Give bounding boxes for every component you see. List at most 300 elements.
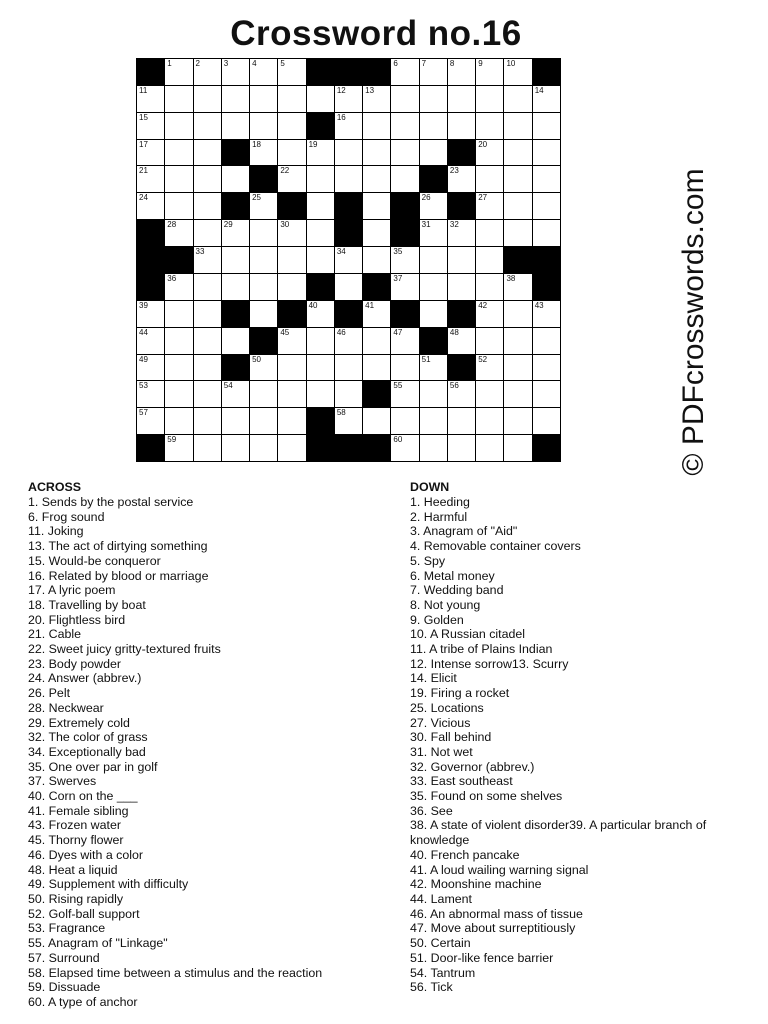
grid-cell[interactable] (278, 220, 305, 246)
grid-cell[interactable] (194, 381, 221, 407)
clue-number: 4 (252, 59, 257, 68)
grid-cell[interactable] (194, 220, 221, 246)
down-clue: 6. Metal money (410, 568, 495, 583)
grid-cell[interactable] (307, 140, 334, 166)
grid-cell[interactable] (504, 59, 531, 85)
grid-cell[interactable] (504, 328, 531, 354)
grid-cell[interactable] (165, 355, 192, 381)
grid-cell[interactable] (137, 328, 164, 354)
grid-cell[interactable] (476, 408, 503, 434)
grid-cell[interactable] (250, 355, 277, 381)
across-clue: 1. Sends by the postal service (28, 495, 194, 509)
grid-cell[interactable] (448, 328, 475, 354)
grid-cell[interactable] (420, 113, 447, 139)
grid-cell[interactable] (222, 328, 249, 354)
grid-cell[interactable] (476, 381, 503, 407)
grid-cell[interactable] (363, 220, 390, 246)
grid-cell[interactable] (137, 381, 164, 407)
down-clue: 30. Fall behind (410, 730, 492, 745)
grid-cell[interactable] (165, 381, 192, 407)
grid-cell[interactable] (448, 274, 475, 300)
clue-number: 43 (534, 300, 544, 310)
grid-cell[interactable] (165, 86, 192, 112)
across-clue: 28. Neckwear (28, 700, 104, 715)
grid-block (335, 301, 362, 327)
down-clue: 41. A loud wailing warning signal (410, 862, 589, 877)
down-clue: 19. Firing a rocket (410, 686, 510, 701)
grid-cell[interactable] (137, 140, 164, 166)
down-clue: 46. An abnormal mass of tissue (410, 906, 583, 921)
grid-cell[interactable] (504, 381, 531, 407)
clue-number: 34 (336, 247, 346, 257)
grid-block (363, 381, 390, 407)
clue-number: 23 (449, 166, 459, 176)
down-heading: DOWN (410, 480, 450, 494)
clue-number: 24 (139, 193, 148, 203)
grid-block (137, 435, 164, 461)
across-clue: 58. Elapsed time between a stimulus and the reaction (28, 965, 323, 980)
clue-number: 30 (280, 220, 290, 230)
clue-number: 29 (223, 220, 233, 230)
grid-block (307, 113, 334, 139)
grid-cell[interactable] (476, 140, 503, 166)
grid-cell[interactable] (391, 247, 418, 273)
grid-cell[interactable] (194, 301, 221, 327)
down-clue: 54. Tantrum (410, 965, 476, 980)
grid-cell[interactable] (194, 86, 221, 112)
grid-cell[interactable] (137, 355, 164, 381)
grid-cell[interactable] (250, 59, 277, 85)
grid-block (335, 193, 362, 219)
grid-cell[interactable] (335, 247, 362, 273)
grid-cell[interactable] (363, 355, 390, 381)
grid-cell[interactable] (420, 355, 447, 381)
grid-cell[interactable] (165, 113, 192, 139)
grid-block (165, 247, 192, 273)
grid-cell[interactable] (504, 301, 531, 327)
down-clue: 36. See (410, 803, 453, 818)
down-clue: 47. Move about surreptitiously (410, 921, 576, 936)
grid-cell[interactable] (363, 140, 390, 166)
grid-block (137, 220, 164, 246)
grid-block (391, 193, 418, 219)
grid-cell[interactable] (137, 301, 164, 327)
clue-number: 31 (421, 220, 431, 230)
grid-cell[interactable] (250, 193, 277, 219)
grid-cell[interactable] (533, 328, 560, 354)
grid-cell[interactable] (476, 301, 503, 327)
down-clue: 7. Wedding band (410, 583, 504, 598)
grid-cell[interactable] (420, 381, 447, 407)
grid-cell[interactable] (476, 59, 503, 85)
down-clue: 1. Heeding (410, 495, 470, 509)
grid-cell[interactable] (307, 86, 334, 112)
grid-block (335, 435, 362, 461)
grid-cell[interactable] (222, 274, 249, 300)
grid-cell[interactable] (194, 140, 221, 166)
grid-block (250, 166, 277, 192)
grid-cell[interactable] (222, 435, 249, 461)
grid-cell[interactable] (222, 381, 249, 407)
grid-cell[interactable] (504, 166, 531, 192)
grid-cell[interactable] (533, 140, 560, 166)
across-clue: 20. Flightless bird (28, 612, 126, 627)
grid-cell[interactable] (335, 113, 362, 139)
grid-cell[interactable] (420, 220, 447, 246)
grid-cell[interactable] (391, 274, 418, 300)
grid-cell[interactable] (165, 301, 192, 327)
grid-cell[interactable] (278, 113, 305, 139)
grid-cell[interactable] (448, 408, 475, 434)
grid-cell[interactable] (448, 220, 475, 246)
grid-block (391, 301, 418, 327)
grid-cell[interactable] (391, 355, 418, 381)
clue-number: 59 (167, 435, 177, 445)
grid-cell[interactable] (278, 247, 305, 273)
grid-cell[interactable] (307, 355, 334, 381)
grid-cell[interactable] (307, 328, 334, 354)
grid-cell[interactable] (250, 140, 277, 166)
grid-cell[interactable] (307, 381, 334, 407)
down-clue: 11. A tribe of Plains Indian (410, 642, 553, 657)
grid-cell[interactable] (476, 247, 503, 273)
grid-block (335, 59, 362, 85)
grid-block (250, 328, 277, 354)
across-clue: 34. Exceptionally bad (28, 744, 146, 759)
grid-cell[interactable] (448, 113, 475, 139)
clue-number: 16 (336, 112, 346, 122)
grid-cell[interactable] (250, 220, 277, 246)
grid-cell[interactable] (165, 220, 192, 246)
grid-cell[interactable] (222, 59, 249, 85)
grid-cell[interactable] (307, 301, 334, 327)
grid-cell[interactable] (363, 166, 390, 192)
down-clue: 50. Certain (410, 936, 471, 951)
down-clue: 12. Intense sorrow13. Scurry (410, 656, 569, 671)
grid-cell[interactable] (137, 193, 164, 219)
grid-cell[interactable] (194, 193, 221, 219)
grid-cell[interactable] (165, 274, 192, 300)
grid-cell[interactable] (250, 86, 277, 112)
across-clue: 43. Frozen water (28, 818, 121, 833)
grid-cell[interactable] (335, 408, 362, 434)
grid-block (420, 166, 447, 192)
grid-cell[interactable] (533, 381, 560, 407)
grid-cell[interactable] (194, 166, 221, 192)
grid-cell[interactable] (533, 408, 560, 434)
clue-number: 12 (336, 85, 346, 95)
grid-cell[interactable] (391, 166, 418, 192)
grid-cell[interactable] (165, 193, 192, 219)
clue-number: 8 (449, 59, 455, 68)
grid-cell[interactable] (420, 59, 447, 85)
grid-block (363, 274, 390, 300)
grid-cell[interactable] (448, 247, 475, 273)
down-clue: 44. Lament (410, 891, 472, 906)
grid-cell[interactable] (194, 59, 221, 85)
grid-cell[interactable] (165, 328, 192, 354)
grid-cell[interactable] (335, 328, 362, 354)
clue-number: 15 (139, 112, 148, 122)
grid-cell[interactable] (335, 86, 362, 112)
grid-cell[interactable] (533, 166, 560, 192)
grid-cell[interactable] (504, 193, 531, 219)
grid-cell[interactable] (363, 113, 390, 139)
grid-cell[interactable] (533, 220, 560, 246)
grid-cell[interactable] (278, 140, 305, 166)
grid-cell[interactable] (391, 435, 418, 461)
grid-cell[interactable] (165, 140, 192, 166)
watermark-text: © PDFcrosswords.com (677, 168, 710, 476)
clue-number: 44 (139, 327, 148, 337)
grid-cell[interactable] (250, 408, 277, 434)
grid-cell[interactable] (363, 247, 390, 273)
grid-cell[interactable] (307, 166, 334, 192)
grid-block (137, 247, 164, 273)
clue-number: 58 (336, 408, 346, 418)
grid-block (137, 59, 164, 85)
grid-block (307, 408, 334, 434)
grid-cell[interactable] (194, 408, 221, 434)
grid-cell[interactable] (533, 301, 560, 327)
grid-cell[interactable] (250, 301, 277, 327)
grid-cell[interactable] (222, 86, 249, 112)
grid-cell[interactable] (391, 408, 418, 434)
across-clue: 60. A type of anchor (28, 994, 138, 1009)
across-clue: 55. Anagram of "Linkage" (28, 936, 168, 951)
grid-cell[interactable] (278, 86, 305, 112)
grid-cell[interactable] (420, 86, 447, 112)
grid-cell[interactable] (165, 435, 192, 461)
clue-number: 9 (478, 59, 483, 68)
grid-cell[interactable] (391, 86, 418, 112)
grid-cell[interactable] (335, 140, 362, 166)
clue-number: 22 (280, 166, 290, 176)
grid-cell[interactable] (165, 166, 192, 192)
grid-block (222, 140, 249, 166)
grid-cell[interactable] (363, 408, 390, 434)
grid-cell[interactable] (476, 193, 503, 219)
across-clue: 50. Rising rapidly (28, 891, 124, 906)
across-clue: 26. Pelt (28, 686, 71, 701)
grid-block (448, 140, 475, 166)
down-clue: 33. East southeast (410, 774, 513, 789)
across-clues (28, 480, 398, 1010)
grid-block (533, 59, 560, 85)
grid-cell[interactable] (504, 435, 531, 461)
grid-cell[interactable] (420, 140, 447, 166)
grid-cell[interactable] (278, 274, 305, 300)
clue-number: 1 (167, 59, 172, 68)
grid-cell[interactable] (476, 355, 503, 381)
down-clue: 8. Not young (410, 597, 481, 612)
clue-number: 26 (421, 193, 431, 203)
grid-block (533, 274, 560, 300)
grid-cell[interactable] (278, 328, 305, 354)
grid-cell[interactable] (222, 220, 249, 246)
grid-cell[interactable] (278, 59, 305, 85)
clue-number: 6 (393, 59, 398, 68)
grid-cell[interactable] (137, 408, 164, 434)
clue-number: 53 (139, 381, 148, 391)
grid-cell[interactable] (335, 381, 362, 407)
grid-cell[interactable] (278, 435, 305, 461)
grid-cell[interactable] (391, 328, 418, 354)
clue-number: 28 (167, 220, 177, 230)
grid-cell[interactable] (504, 408, 531, 434)
grid-cell[interactable] (476, 274, 503, 300)
grid-cell[interactable] (504, 274, 531, 300)
grid-cell[interactable] (533, 86, 560, 112)
down-clue: 2. Harmful (410, 509, 468, 524)
grid-cell[interactable] (448, 435, 475, 461)
grid-block (363, 435, 390, 461)
clue-number: 60 (393, 435, 403, 445)
grid-cell[interactable] (222, 113, 249, 139)
clue-number: 36 (167, 273, 177, 283)
grid-cell[interactable] (420, 247, 447, 273)
grid-cell[interactable] (222, 166, 249, 192)
down-clue: 4. Removable container covers (410, 539, 581, 554)
grid-cell[interactable] (420, 435, 447, 461)
clue-number: 48 (449, 327, 459, 337)
grid-cell[interactable] (335, 355, 362, 381)
grid-cell[interactable] (476, 166, 503, 192)
clue-number: 37 (393, 273, 403, 283)
grid-cell[interactable] (307, 220, 334, 246)
grid-cell[interactable] (307, 247, 334, 273)
grid-cell[interactable] (137, 166, 164, 192)
clue-number: 56 (449, 381, 459, 391)
across-clue: 46. Dyes with a color (28, 847, 144, 862)
grid-cell[interactable] (278, 408, 305, 434)
clue-number: 49 (139, 354, 148, 364)
grid-cell[interactable] (533, 193, 560, 219)
across-clue: 35. One over par in golf (28, 759, 158, 774)
grid-cell[interactable] (391, 59, 418, 85)
grid-cell[interactable] (363, 193, 390, 219)
across-clue: 22. Sweet juicy gritty-textured fruits (28, 642, 221, 657)
clue-number: 2 (195, 59, 200, 68)
grid-cell[interactable] (250, 113, 277, 139)
grid-cell[interactable] (504, 220, 531, 246)
grid-cell[interactable] (504, 355, 531, 381)
across-clue: 45. Thorny flower (28, 833, 124, 848)
grid-cell[interactable] (420, 408, 447, 434)
grid-cell[interactable] (504, 113, 531, 139)
grid-cell[interactable] (194, 355, 221, 381)
clue-number: 19 (308, 139, 318, 149)
down-clue: 42. Moonshine machine (410, 877, 542, 892)
grid-cell[interactable] (476, 86, 503, 112)
grid-cell[interactable] (476, 113, 503, 139)
clue-number: 5 (280, 59, 285, 68)
grid-cell[interactable] (476, 220, 503, 246)
grid-cell[interactable] (391, 113, 418, 139)
clue-number: 57 (139, 408, 148, 418)
grid-cell[interactable] (363, 86, 390, 112)
grid-cell[interactable] (250, 381, 277, 407)
grid-cell[interactable] (420, 301, 447, 327)
grid-block (448, 301, 475, 327)
grid-cell[interactable] (137, 86, 164, 112)
across-clue: 52. Golf-ball support (28, 906, 140, 921)
clue-number: 7 (421, 59, 427, 68)
down-clue: 31. Not wet (410, 744, 473, 759)
grid-cell[interactable] (165, 408, 192, 434)
clue-number: 51 (421, 354, 431, 364)
down-clue: 32. Governor (abbrev.) (410, 759, 535, 774)
grid-cell[interactable] (165, 59, 192, 85)
grid-cell[interactable] (222, 408, 249, 434)
across-clue: 16. Related by blood or marriage (28, 568, 209, 583)
grid-cell[interactable] (250, 247, 277, 273)
down-clue: 14. Elicit (410, 671, 457, 686)
across-clue: 6. Frog sound (28, 509, 105, 524)
grid-cell[interactable] (194, 328, 221, 354)
clue-number: 39 (139, 300, 148, 310)
grid-cell[interactable] (278, 166, 305, 192)
clue-number: 18 (252, 139, 261, 149)
grid-cell[interactable] (391, 381, 418, 407)
grid-cell[interactable] (307, 193, 334, 219)
across-clue-list (28, 495, 398, 1010)
page-title: Crossword no.16 (230, 14, 522, 53)
grid-cell[interactable] (448, 86, 475, 112)
grid-cell[interactable] (448, 166, 475, 192)
grid-cell[interactable] (363, 301, 390, 327)
clue-number: 40 (308, 300, 318, 310)
clue-number: 14 (534, 85, 544, 95)
grid-cell[interactable] (476, 435, 503, 461)
grid-cell[interactable] (363, 328, 390, 354)
grid-cell[interactable] (420, 193, 447, 219)
grid-cell[interactable] (222, 247, 249, 273)
grid-cell[interactable] (504, 86, 531, 112)
grid-cell[interactable] (194, 274, 221, 300)
across-clue: 32. The color of grass (28, 730, 148, 745)
grid-cell[interactable] (250, 435, 277, 461)
grid-cell[interactable] (448, 381, 475, 407)
grid-cell[interactable] (533, 355, 560, 381)
across-clue: 13. The act of dirtying something (28, 539, 208, 554)
grid-block (222, 355, 249, 381)
grid-cell[interactable] (448, 59, 475, 85)
grid-cell[interactable] (476, 328, 503, 354)
grid-block (420, 328, 447, 354)
grid-cell[interactable] (194, 435, 221, 461)
grid-cell[interactable] (278, 381, 305, 407)
clue-number: 38 (506, 273, 516, 283)
grid-block (222, 193, 249, 219)
across-clue: 17. A lyric poem (28, 583, 116, 598)
grid-cell[interactable] (504, 140, 531, 166)
grid-cell[interactable] (335, 166, 362, 192)
grid-cell[interactable] (391, 140, 418, 166)
grid-cell[interactable] (533, 113, 560, 139)
clue-number: 35 (393, 247, 403, 257)
grid-block (278, 301, 305, 327)
grid-cell[interactable] (250, 274, 277, 300)
grid-cell[interactable] (194, 247, 221, 273)
grid-cell[interactable] (194, 113, 221, 139)
grid-cell[interactable] (335, 274, 362, 300)
grid-cell[interactable] (420, 274, 447, 300)
across-clue: 53. Fragrance (28, 921, 106, 936)
grid-cell[interactable] (278, 355, 305, 381)
grid-block (448, 193, 475, 219)
grid-cell[interactable] (137, 113, 164, 139)
